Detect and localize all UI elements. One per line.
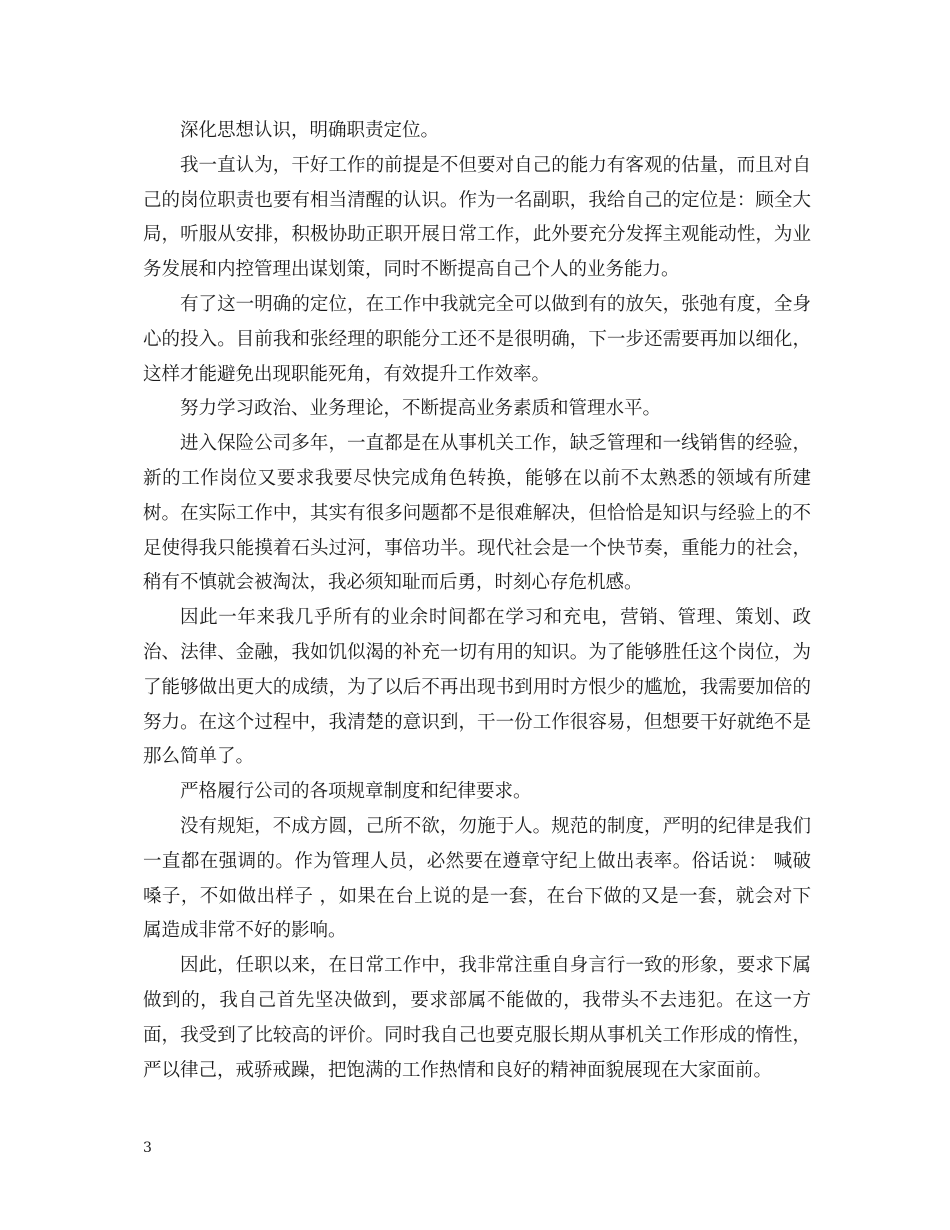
paragraph: 进入保险公司多年，一直都是在从事机关工作，缺乏管理和一线销售的经验，新的工作岗位又要求我要尽快完成角色转换，能够在以前不太熟悉的领域有所建树。在实际工作中，其实有很多问题都不是很难解决，但恰恰是知识与经验上的不足使得我只能摸着石头过河，事倍功半。现代社会是一个快节奏，重能力的社会，稍有不慎就会被淘汰，我必须知耻而后勇，时刻心存危机感。 (143, 433, 811, 594)
paragraph: 我一直认为，干好工作的前提是不但要对自己的能力有客观的估量，而且对自己的岗位职责也要有相当清醒的认识。作为一名副职，我给自己的定位是：顾全大局，听服从安排，积极协助正职开展日常工作，此外要充分发挥主观能动性，为业务发展和内控管理出谋划策，同时不断提高自己个人的业务能力。 (143, 154, 811, 281)
paragraph: 没有规矩，不成方圆，己所不欲，勿施于人。规范的制度，严明的纪律是我们一直都在强调的。作为管理人员，必然要在遵章守纪上做出表率。俗话说： 喊破嗓子，不如做出样子 ，如果在台上说的是一套，在台下做的又是一套，就会对下属造成非常不好的影响。 (143, 815, 811, 942)
page-number: 3 (143, 1140, 152, 1156)
paragraph-heading-3: 严格履行公司的各项规章制度和纪律要求。 (180, 781, 532, 803)
paragraph: 因此一年来我几乎所有的业余时间都在学习和充电，营销、管理、策划、政治、法律、金融，我如饥似渴的补充一切有用的知识。为了能够胜任这个岗位，为了能够做出更大的成绩，为了以后不再出现书到用时方恨少的尴尬，我需要加倍的努力。在这个过程中，我清楚的意识到，干一份工作很容易，但想要干好就绝不是那么简单了。 (143, 607, 811, 768)
paragraph-heading-1: 深化思想认识，明确职责定位。 (180, 120, 440, 141)
document-body (143, 114, 811, 1088)
paragraph: 有了这一明确的定位，在工作中我就完全可以做到有的放矢，张弛有度，全身心的投入。目前我和张经理的职能分工还不是很明确，下一步还需要再加以细化，这样才能避免出现职能死角，有效提升工作效率。 (143, 293, 811, 385)
paragraph-heading-2: 努力学习政治、业务理论，不断提高业务素质和管理水平。 (180, 398, 662, 420)
paragraph: 因此，任职以来，在日常工作中，我非常注重自身言行一致的形象，要求下属做到的，我自己首先坚决做到，要求部属不能做的，我带头不去违犯。在这一方面，我受到了比较高的评价。同时我自己也要克服长期从事机关工作形成的惰性，严以律己，戒骄戒躁，把饱满的工作热情和良好的精神面貌展现在大家面前。 (143, 955, 811, 1081)
